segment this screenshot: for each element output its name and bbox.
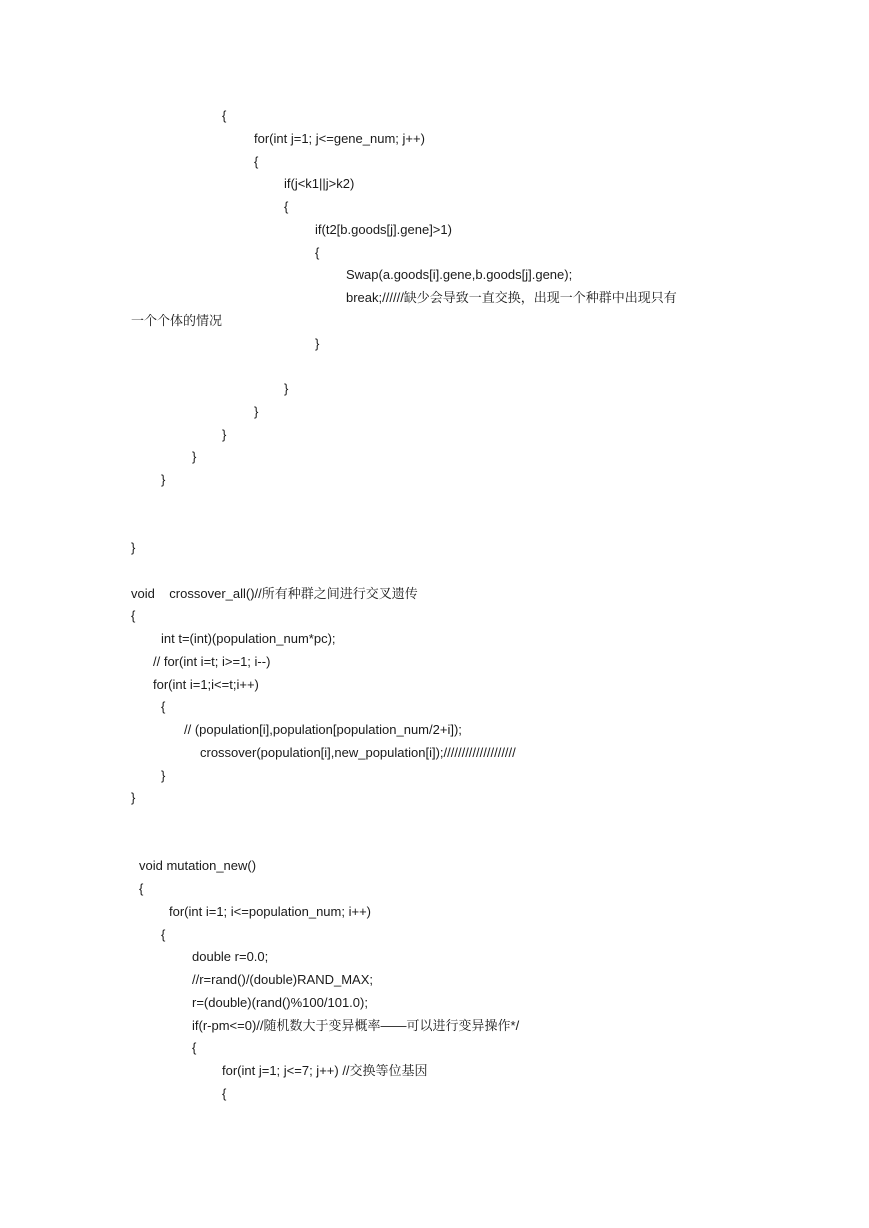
code-line: void crossover_all()//所有种群之间进行交叉遗传	[131, 586, 418, 601]
code-line: int t=(int)(population_num*pc);	[161, 631, 336, 646]
code-line: Swap(a.goods[i].gene,b.goods[j].gene);	[346, 267, 573, 282]
code-line: {	[192, 1040, 197, 1055]
code-line: r=(double)(rand()%100/101.0);	[192, 995, 368, 1010]
code-line: {	[315, 245, 320, 260]
code-line: {	[284, 199, 289, 214]
code-line: {	[139, 881, 144, 896]
code-line: }	[284, 381, 289, 396]
code-line: {	[161, 927, 166, 942]
code-line: }	[192, 449, 197, 464]
code-line: }	[161, 768, 166, 783]
code-line: {	[222, 1086, 227, 1101]
code-line: {	[254, 154, 259, 169]
code-line: if(t2[b.goods[j].gene]>1)	[315, 222, 452, 237]
code-line: {	[161, 699, 166, 714]
code-line: double r=0.0;	[192, 949, 269, 964]
code-line: void mutation_new()	[139, 858, 257, 873]
code-line: //r=rand()/(double)RAND_MAX;	[192, 972, 373, 987]
code-line: }	[315, 336, 320, 351]
code-line: if(r-pm<=0)//随机数大于变异概率——可以进行变异操作*/	[192, 1018, 520, 1033]
code-line: for(int i=1;i<=t;i++)	[153, 677, 259, 692]
code-line: }	[254, 404, 259, 419]
code-line: break;//////缺少会导致一直交换，出现一个种群中出现只有	[346, 290, 677, 305]
code-line: }	[131, 790, 136, 805]
code-line: // for(int i=t; i>=1; i--)	[153, 654, 271, 669]
code-line: }	[222, 427, 227, 442]
code-line: {	[131, 608, 136, 623]
code-line: 一个个体的情况	[131, 313, 223, 328]
code-line: for(int j=1; j<=gene_num; j++)	[254, 131, 425, 146]
code-line: }	[161, 472, 166, 487]
code-line: }	[131, 540, 136, 555]
code-line: if(j<k1||j>k2)	[284, 176, 355, 191]
code-line: for(int i=1; i<=population_num; i++)	[169, 904, 371, 919]
code-line: {	[222, 108, 227, 123]
code-line: crossover(population[i],new_population[i]);////////////////////	[200, 745, 516, 760]
code-line: // (population[i],population[population_num/2+i]);	[184, 722, 462, 737]
code-line: for(int j=1; j<=7; j++) //交换等位基因	[222, 1063, 428, 1078]
